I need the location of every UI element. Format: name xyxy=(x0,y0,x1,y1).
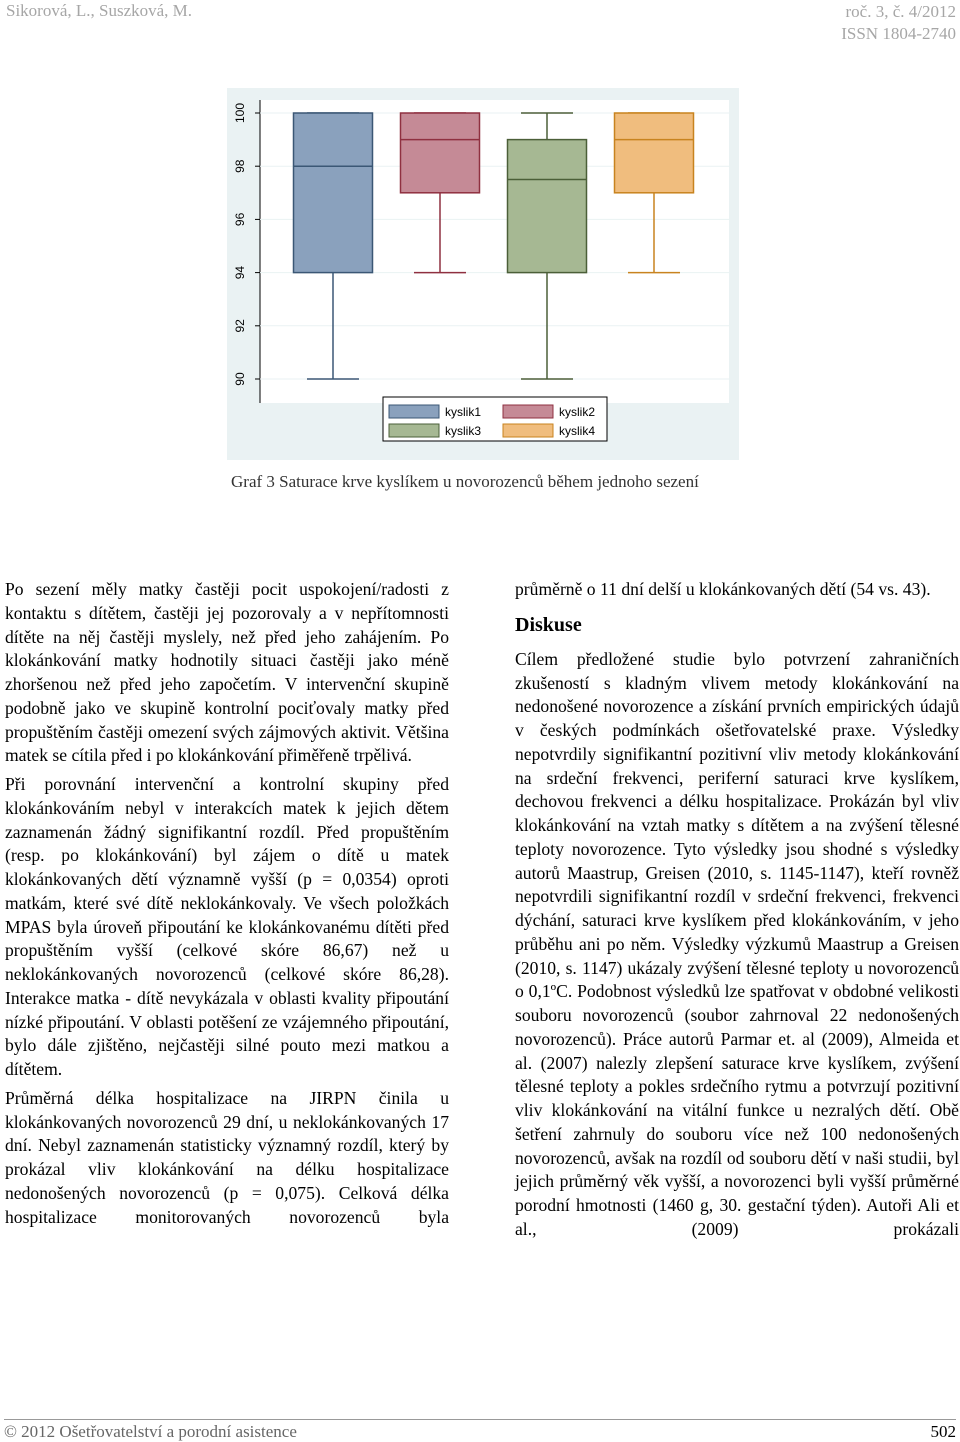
y-tick-label: 94 xyxy=(233,265,247,280)
footer-rule xyxy=(4,1419,956,1420)
section-heading: Diskuse xyxy=(515,613,582,636)
box-iqr xyxy=(508,140,587,273)
paragraph: průměrně o 11 dní delší u klokánkovaných dětí (54 vs. 43). xyxy=(515,579,931,599)
paragraph: Cílem předložené studie bylo potvrzení zahraničních zkušeností s kladným vlivem metody klokánkování na nedonošené novorozence a získání prvních empirických údajů v českých podmínkách ošetřovatelské praxe. Výsledky nepotvrdily signifikantní pozitivní vliv metody klokánkování na srdeční frekvenci, periferní saturaci krve kyslíkem, dechovou frekvenci a délku hospitalizace. Prokázán byl vliv klokánkování na vztah matky s dítětem a na zvýšení tělesné teploty novorozence. Tyto výsledky jsou shodné s výsledky autorů Maastrup, Greisen (2010, s. 1145-1147), kteří rovněž nepotvrdili signifikantní rozdíl v srdeční frekvenci, frekvenci dýchání, saturaci krve kyslíkem před klokánkováním, v jeho průběhu ani po něm. Výsledky výzkumů Maastrup a Greisen (2010, s. 1147) ukázaly zvýšení tělesné teploty u novorozenců o 0,1ºC. Podobnost výsledků lze spatřovat v obdobné velikosti souboru novorozenců (soubor zahrnoval 22 nedonošených novorozenců). Práce autorů Parmar et. al (2009), Almeida et al. (2007) nalezly zlepšení saturace krve kyslíkem, zvýšení tělesné teploty a pokles srdečního rytmu a potvrzují pozitivní vliv klokánkování na vitální funkce u nezralých dětí. Obě šetření zahrnuly do souboru více než 100 nedonošených novorozenců, avšak na rozdíl od souboru dětí v naši studii, byl jejich průměrný věk vyšší, a novorozenci byli vyšší průměrné porodní hmotnosti (1460 g, 30. gestační týden). Autoři Ali et al., (2009) prokázali xyxy=(515,648,959,1239)
running-header-issue xyxy=(841,1,956,45)
box-iqr xyxy=(401,113,480,193)
box-iqr xyxy=(615,113,694,193)
y-tick-label: 90 xyxy=(233,372,247,386)
boxplot-chart xyxy=(227,88,739,460)
y-tick-label: 92 xyxy=(233,319,247,333)
y-tick-label: 100 xyxy=(233,102,247,124)
y-tick-label: 98 xyxy=(233,159,247,173)
paragraph: Průměrná délka hospitalizace na JIRPN činila u klokánkovaných novorozenců 29 dní, u neklokánkovaných 17 dní. Nebyl zaznamenán statisticky významný rozdíl, který by prokázal vliv klokánkování na délku hospitalizace nedonošených novorozenců (p = 0,075). Celková délka hospitalizace monitorovaných novorozenců byla xyxy=(5,1087,449,1227)
chart-legend xyxy=(383,397,607,441)
footer-copyright: © 2012 Ošetřovatelství a porodní asistence xyxy=(4,1422,297,1441)
legend-label: kyslik4 xyxy=(559,424,596,438)
page-footer xyxy=(0,1419,960,1442)
legend-label: kyslik3 xyxy=(445,424,482,438)
issue-number: roč. 3, č. 4/2012 xyxy=(845,2,956,21)
box-iqr xyxy=(294,113,373,273)
legend-swatch xyxy=(503,405,553,418)
y-tick-label: 96 xyxy=(233,212,247,227)
figure-caption: Graf 3 Saturace krve kyslíkem u novorozenců během jednoho sezení xyxy=(231,472,699,491)
page-number: 502 xyxy=(930,1422,956,1441)
paragraph: Po sezení měly matky častěji pocit uspokojení/radosti z kontaktu s dítětem, častěji jej pozorovaly a v nepřítomnosti dítěte na něj častěji myslely, než před jeho zahájením. Po klokánkování matky hodnotily situaci častěji jako méně zhoršenou než před jeho započetím. V intervenční skupině podobně jako ve skupině kontrolní pociťovaly matky před propuštěním častěji omezení svých zájmových aktivit. Většina matek se cítila před i po klokánkování přiměřeně trpělivá. xyxy=(5,579,449,766)
paragraph: Při porovnání intervenční a kontrolní skupiny před klokánkováním nebyl v interakcích matek k jejich dětem zaznamenán žádný signifikantní rozdíl. Před propuštěním (resp. po klokánkování) byl zájem o dítě u matek klokánkovaných dětí významně vyšší (p = 0,0354) oproti matkám, které své dítě neklokánkovaly. Ve všech položkách MPAS byla úroveň připoutání ke klokánkovanému dítěti před propuštěním vyšší (celkové skóre 86,67) než u neklokánkovaných novorozenců (celkové skóre 86,28). Interakce matka - dítě nevykázala v oblasti kvality připoutání nízké připoutání. V oblasti potěšení ze vzájemného připoutání, bylo dále zjištěno, nejčastěji silné pouto mezi matkou a dítětem. xyxy=(5,774,449,1079)
left-column xyxy=(5,578,449,1234)
legend-label: kyslik1 xyxy=(445,405,482,419)
legend-swatch xyxy=(503,424,553,437)
legend-swatch xyxy=(389,405,439,418)
issn: ISSN 1804-2740 xyxy=(841,24,956,43)
legend-swatch xyxy=(389,424,439,437)
legend-label: kyslik2 xyxy=(559,405,596,419)
running-header-authors: Sikorová, L., Suszková, M. xyxy=(6,1,193,20)
right-column xyxy=(515,578,959,1247)
